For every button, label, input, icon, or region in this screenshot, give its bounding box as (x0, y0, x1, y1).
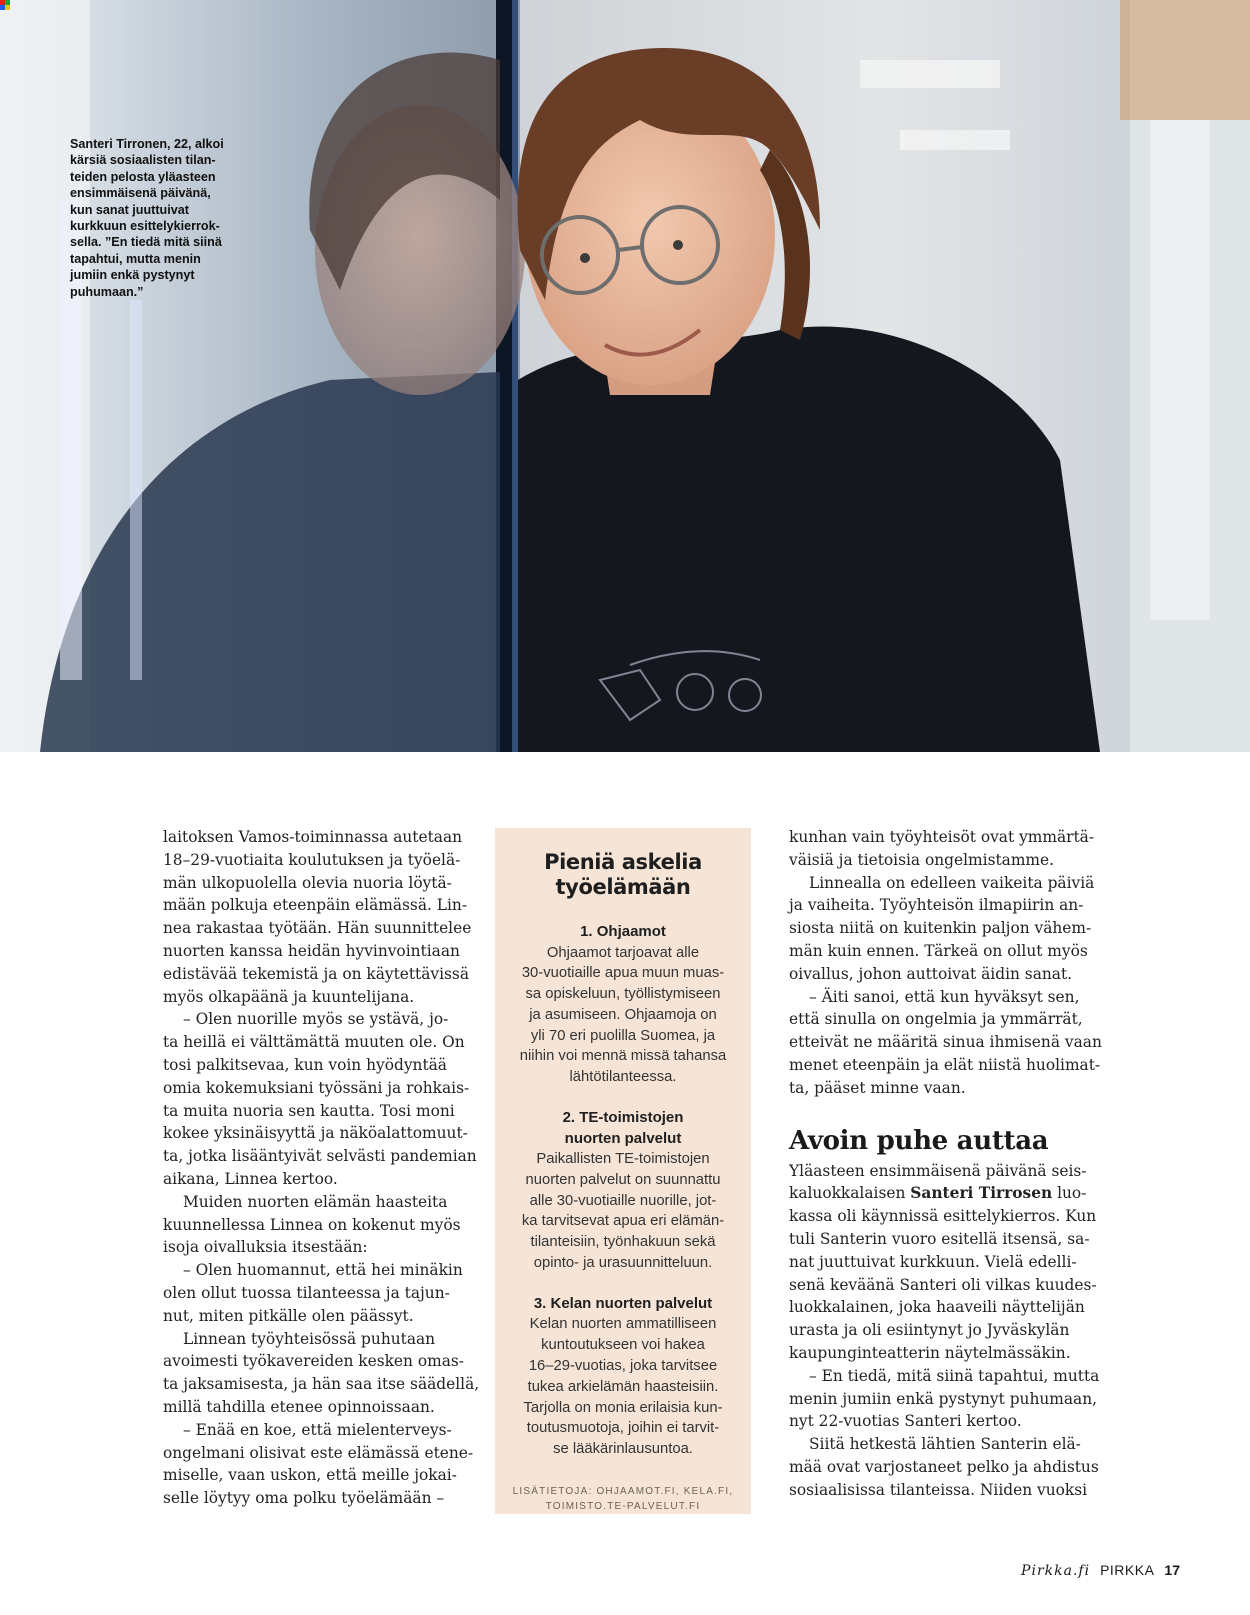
paragraph-line: nyt 22-vuotias Santeri kertoo. (789, 1412, 1022, 1431)
paragraph-line: selle löytyy oma polku työelämään – (163, 1489, 445, 1508)
paragraph-line: kassa oli käynnissä esittelykierros. Kun (789, 1207, 1097, 1226)
page-footer (1021, 1562, 1180, 1579)
right-column-bottom (789, 1365, 1100, 1502)
caption-line: sella. ”En tiedä mitä siinä (70, 235, 222, 250)
caption-line: ensimmäisenä päivänä, (70, 186, 211, 201)
paragraph-line: tuli Santerin vuoro esitellä itsensä, sa- (789, 1229, 1090, 1248)
right-column-intro (789, 1205, 1097, 1365)
section-subheading: Avoin puhe auttaa (789, 1125, 1049, 1156)
info-box (495, 828, 751, 1514)
info-box-heading: 2. TE-toimistojen (562, 1109, 684, 1127)
info-box-footer (495, 1484, 751, 1515)
info-box-heading: 1. Ohjaamot (580, 923, 666, 940)
caption-line: kärsiä sosiaalisten tilan- (70, 153, 216, 168)
paragraph-line: kuunnellessa Linnea on kokenut myös (163, 1215, 461, 1234)
caption-line: kun sanat juuttuivat (70, 202, 189, 217)
paragraph-line: ongelmani olisivat este elämässä etene- (163, 1443, 474, 1462)
info-box-section (495, 1108, 751, 1274)
paragraph-line: että sinulla on ongelmia ja ymmärrät, (789, 1010, 1083, 1029)
info-box-line: kuntoutukseen voi hakea (541, 1337, 705, 1354)
paragraph-line: – Olen huomannut, että hei minäkin (183, 1261, 463, 1280)
info-box-line: alle 30-vuotiaille nuorille, jot- (529, 1192, 717, 1209)
info-box-section (495, 922, 751, 1088)
portrait-illustration (0, 0, 1250, 752)
paragraph-line: urasta ja oli esiintynyt jo Jyväskylän (789, 1321, 1070, 1340)
info-box-line: Ohjaamot tarjoavat alle (546, 944, 700, 961)
caption-line: Santeri Tirronen, 22, alkoi (70, 137, 224, 151)
caption-line: teiden pelosta yläasteen (70, 169, 216, 184)
info-box-footer-line: LISÄTIETOJA: OHJAAMOT.FI, KELA.FI, (512, 1485, 734, 1497)
info-box-line: ja asumiseen. Ohjaamoja on (529, 1006, 717, 1023)
caption-line: puhumaan.” (70, 284, 144, 299)
paragraph-line: miselle, vaan uskon, että meille jokai- (163, 1466, 457, 1485)
paragraph-line: – Enää en koe, että mielenterveys- (183, 1420, 452, 1439)
paragraph-line: 18–29-vuotiaita koulutuksen ja työelä- (163, 850, 461, 869)
color-registration-icon (0, 0, 10, 10)
paragraph-line: aikana, Linnea kertoo. (163, 1169, 338, 1188)
info-box-line: Paikallisten TE-toimistojen (536, 1151, 710, 1168)
caption-line: kurkkuun esittelykierrok- (70, 219, 220, 234)
info-box-line: nuorten palvelut on suunnattu (525, 1171, 721, 1188)
paragraph-line: ta, pääset minne vaan. (789, 1078, 966, 1097)
paragraph-line: menet eteenpäin ja elät niistä huolimat- (789, 1055, 1101, 1074)
paragraph-line: omia kokemuksiani työssäni ja rohkais- (163, 1078, 470, 1097)
info-box-title (495, 850, 751, 900)
paragraph-line: luokkalainen, joka haaveili näyttelijän (789, 1298, 1085, 1317)
paragraph-line: ja vaiheita. Työyhteisön ilmapiirin an- (789, 896, 1084, 915)
magazine-name: PIRKKA (1100, 1562, 1155, 1578)
paragraph-line: tosi palkitsevaa, kun voin hyödyntää (163, 1055, 447, 1074)
paragraph-line: menin jumiin enkä pystynyt puhumaan, (789, 1389, 1098, 1408)
website-label: Pirkka.fi (1021, 1563, 1091, 1579)
paragraph-line: Siitä hetkestä lähtien Santerin elä- (809, 1435, 1081, 1454)
paragraph-line: ta muita nuoria sen kautta. Tosi moni (163, 1101, 455, 1120)
paragraph-line: oivallus, johon auttoivat äidin sanat. (789, 964, 1073, 983)
caption-line: tapahtui, mutta menin (70, 251, 201, 266)
paragraph-line: edistävää tekemistä ja on käytettävissä (163, 964, 470, 983)
paragraph-line: män kuin ennen. Tärkeä on ollut myös (789, 941, 1088, 960)
info-box-footer-line: TOIMISTO.TE-PALVELUT.FI (545, 1501, 701, 1513)
info-box-line: tilanteisiin, työnhakuun sekä (530, 1234, 716, 1251)
paragraph-line: laitoksen Vamos-toiminnassa autetaan (163, 828, 463, 846)
article-column-left (163, 826, 480, 1510)
paragraph-line: kaupunginteatterin näytelmässäkin. (789, 1343, 1071, 1362)
paragraph-line: nuorten kanssa heidän hyvinvointiaan (163, 941, 460, 960)
paragraph-line: nat juuttuivat kurkkuun. Vielä edelli- (789, 1252, 1077, 1271)
person-name: Santeri Tirrosen (910, 1184, 1053, 1203)
info-box-line: yli 70 eri puolilla Suomea, ja (530, 1027, 716, 1044)
info-box-line: niihin voi mennä missä tahansa (519, 1048, 727, 1065)
paragraph-line: ta, jotka lisääntyivät selvästi pandemian (163, 1147, 477, 1166)
right-column-top (789, 826, 1102, 1100)
info-box-line: toutusmuotoja, joihin ei tarvit- (526, 1420, 720, 1437)
paragraph-line: kunhan vain työyhteisöt ovat ymmärtä- (789, 828, 1095, 846)
paragraph-line: ta heillä ei välttämättä muuten ole. On (163, 1033, 465, 1052)
info-box-line: lähtötilanteessa. (569, 1069, 677, 1086)
info-box-line: se lääkärinlausuntoa. (553, 1441, 693, 1458)
paragraph-line: väisiä ja tietoisia ongelmistamme. (789, 850, 1055, 869)
paragraph-line: myös olkapäänä ja kuuntelijana. (163, 987, 415, 1006)
paragraph-line: män ulkopuolella olevia nuoria löytä- (163, 873, 452, 892)
paragraph-line: siosta niitä on kuitenkin paljon vähem- (789, 919, 1092, 938)
hero-photo (0, 0, 1250, 752)
text-span: luo- (1052, 1184, 1087, 1203)
info-box-title-line: Pieniä askelia (544, 850, 702, 874)
info-box-line: Tarjolla on monia erilaisia kun- (523, 1399, 723, 1416)
paragraph-line: ta jaksamisesta, ja hän saa itse säädellä, (163, 1375, 480, 1394)
paragraph-line: avoimesti työkavereiden kesken omas- (163, 1352, 464, 1371)
paragraph-line: mään polkuja eteenpäin elämässä. Lin- (163, 896, 468, 915)
paragraph-line: – En tiedä, mitä siinä tapahtui, mutta (809, 1366, 1100, 1385)
caption-line: jumiin enkä pystynyt (70, 268, 195, 283)
paragraph-line: etteivät ne määritä sinua ihmisenä vaan (789, 1033, 1102, 1052)
text-span: kaluokkalaisen (789, 1184, 911, 1203)
paragraph-line: Yläasteen ensimmäisenä päivänä seis- (789, 1161, 1087, 1180)
paragraph-line: Linnealla on edelleen vaikeita päiviä (809, 873, 1095, 892)
paragraph-line: Muiden nuorten elämän haasteita (183, 1192, 448, 1211)
info-box-line: Kelan nuorten ammatilliseen (529, 1316, 717, 1333)
paragraph-line: nut, miten pitkälle olen päässyt. (163, 1306, 414, 1325)
info-box-sections (495, 922, 751, 1460)
paragraph-line: millä tahdilla etenee opinnoissaan. (163, 1397, 435, 1416)
paragraph-line: kokee yksinäisyyttä ja näköalattomuut- (163, 1124, 468, 1143)
paragraph-line: Linnean työyhteisössä puhutaan (183, 1329, 436, 1348)
paragraph-line: nea rakastaa työtään. Hän suunnittelee (163, 919, 472, 938)
paragraph-line: – Olen nuorille myös se ystävä, jo- (183, 1010, 449, 1029)
paragraph-line: senä keväänä Santeri oli vilkas kuudes- (789, 1275, 1097, 1294)
info-box-title-line: työelämään (555, 875, 691, 899)
info-box-heading: nuorten palvelut (564, 1129, 682, 1147)
paragraph-line (789, 1182, 1089, 1205)
info-box-line: ka tarvitsevat apua eri elämän- (521, 1213, 725, 1230)
paragraph-line: – Äiti sanoi, että kun hyväksyt sen, (809, 987, 1080, 1006)
page-number: 17 (1164, 1562, 1180, 1578)
info-box-section (495, 1294, 751, 1460)
paragraph-line: olen ollut tuossa tilanteessa ja tajun- (163, 1283, 450, 1302)
info-box-line: tukea arkielämän haasteisiin. (527, 1378, 719, 1395)
photo-caption (70, 136, 250, 300)
paragraph-line: mää ovat varjostaneet pelko ja ahdistus (789, 1457, 1099, 1476)
paragraph-line: sosiaalisissa tilanteissa. Niiden vuoksi (789, 1480, 1088, 1499)
info-box-line: sa opiskeluun, työllistymiseen (525, 986, 721, 1003)
paragraph-line: isoja oivalluksia itsestään: (163, 1238, 368, 1257)
info-box-heading: 3. Kelan nuorten palvelut (533, 1294, 713, 1312)
info-box-line: 30-vuotiaille apua muun muas- (521, 965, 725, 982)
info-box-line: 16–29-vuotias, joka tarvitsee (528, 1357, 718, 1374)
info-box-line: opinto- ja urasuunnitteluun. (533, 1255, 713, 1272)
article-column-right (789, 826, 1102, 1502)
